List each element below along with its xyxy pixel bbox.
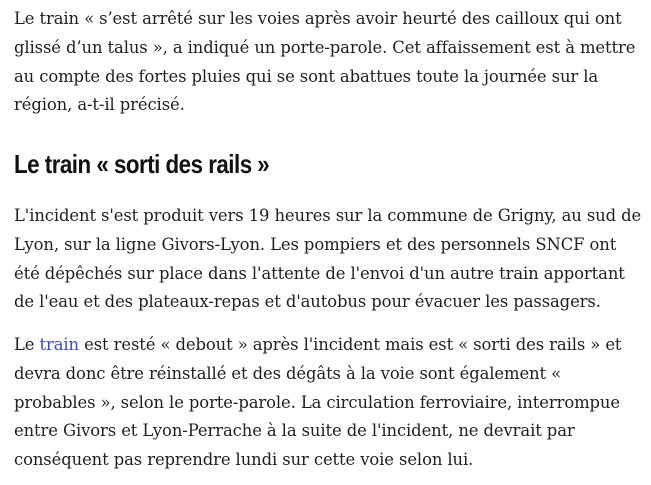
paragraph-3-text-after-link: est resté « debout » après l'incident mais est « sorti des rails » et devra donc être réinstallé et des dégâts à la voie sont également « probables », selon le porte-parole. La circulation ferroviaire, interrompue entre Givors et Lyon-Perrache à la suite de l'incident, ne devrait par conséquent pas reprendre lundi sur cette voie selon lui. [14,335,622,470]
paragraph-3-text-before-link: Le [14,335,40,354]
train-link[interactable]: train [39,335,79,354]
article-paragraph-2: L'incident s'est produit vers 19 heures sur la commune de Grigny, au sud de Lyon, sur la ligne Givors-Lyon. Les pompiers et des personnels SNCF ont été dépêchés sur place dans l'attente de l'envoi d'un autre train apportant de l'eau et des plateaux-repas et d'autobus pour évacuer les passagers. [14,206,642,312]
article-paragraph-1: Le train « s’est arrêté sur les voies après avoir heurté des cailloux qui ont glissé d’un talus », a indiqué un porte-parole. Cet affaissement est à mettre au compte des fortes pluies qui se sont abattues toute la journée sur la région, a-t-il précisé. [14,9,636,115]
article-paragraph-3 [14,331,644,475]
section-heading: Le train « sorti des rails » [14,149,270,179]
